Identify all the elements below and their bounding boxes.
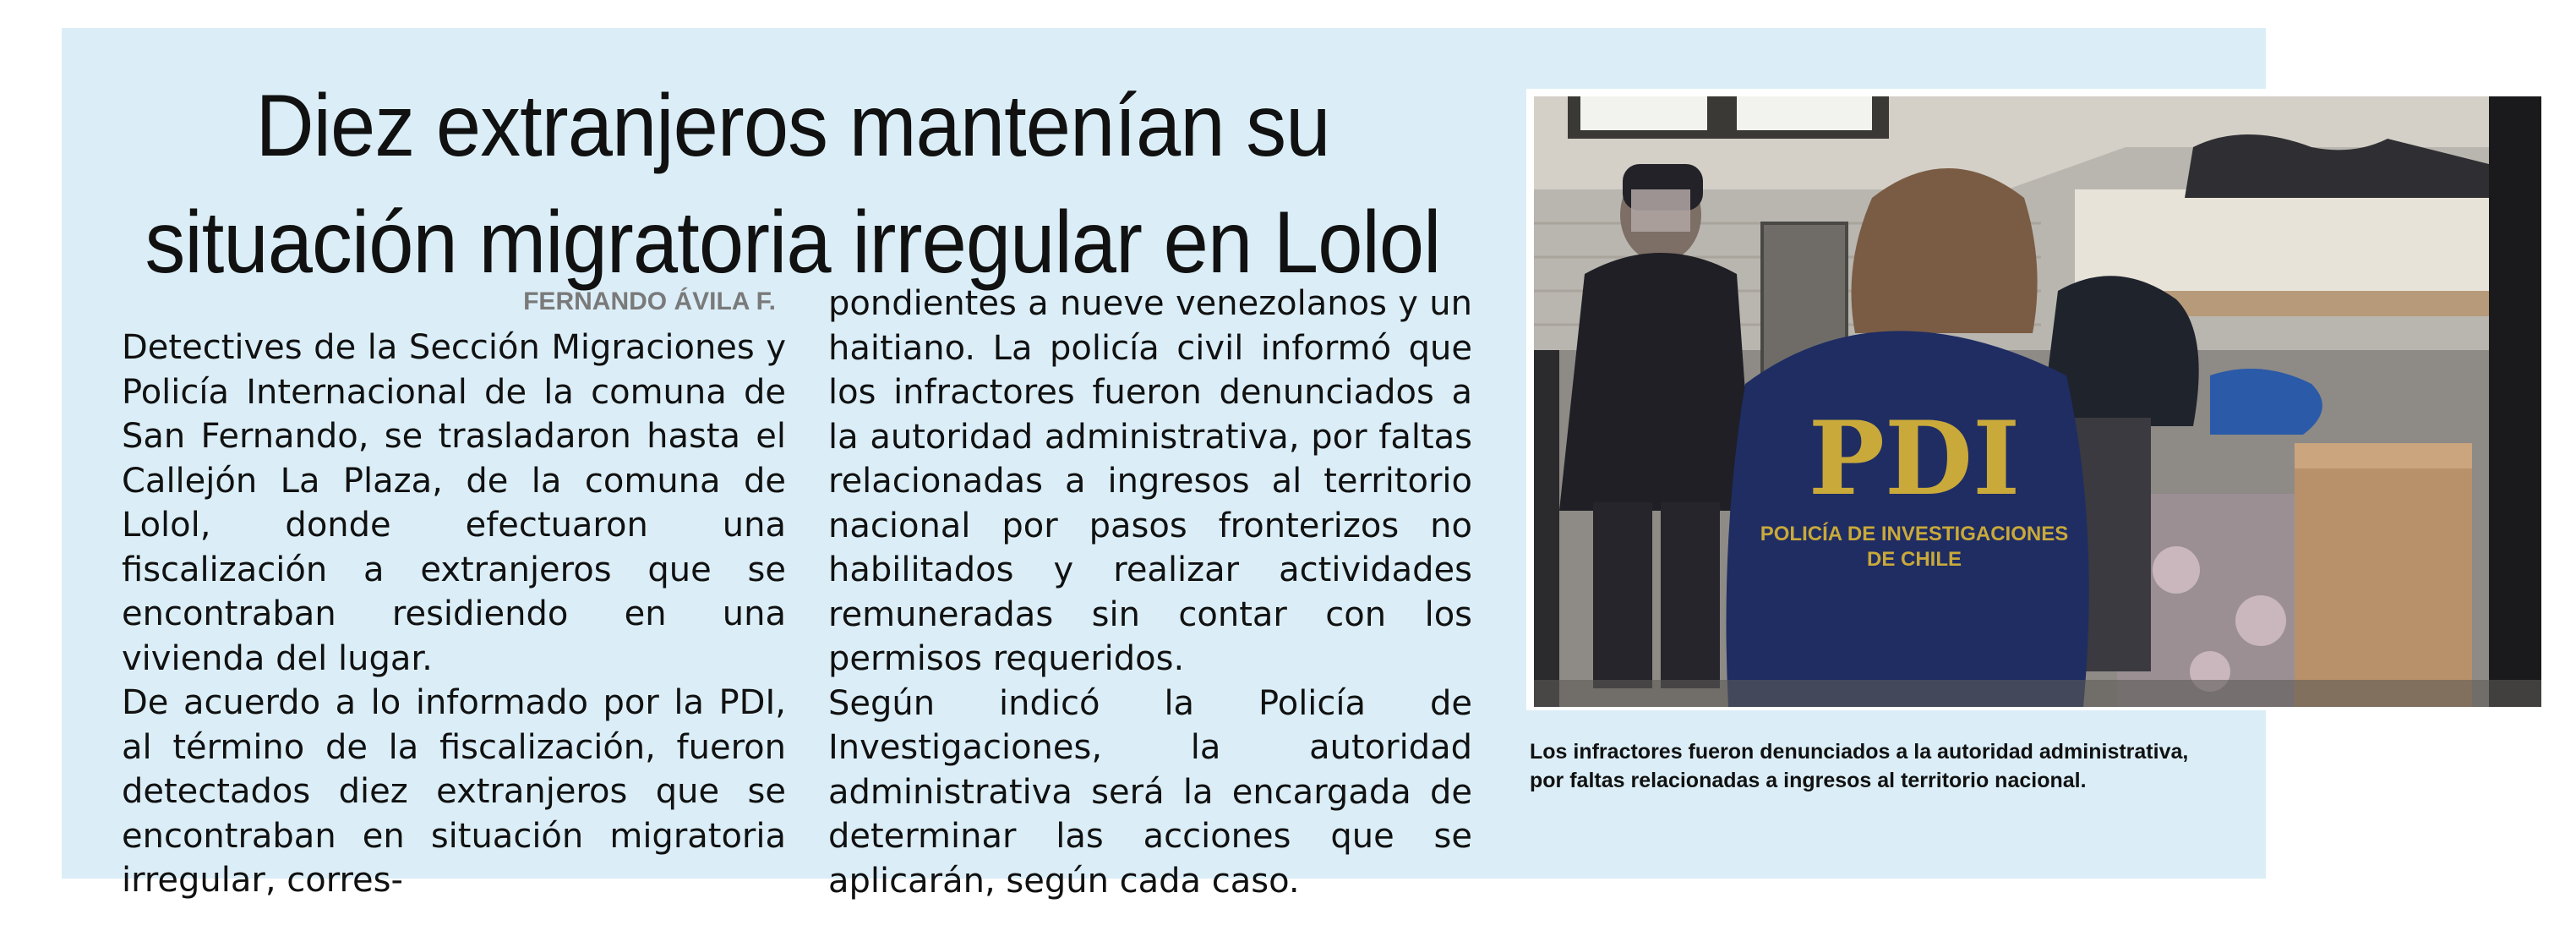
news-photo xyxy=(1534,96,2541,707)
photo-caption xyxy=(1530,737,2223,795)
paragraph: pondientes a nueve venezolanos y un haitiano. La policía civil informó que los infractores fueron denunciados a la autoridad administrativa, por faltas relacionadas a ingresos al territorio nacional por pasos fronterizos no habilitados y realizar actividades remuneradas sin contar con los permisos requeridos. xyxy=(828,284,1472,678)
paragraph: Según indicó la Policía de Investigaciones, la autoridad administrativa será la encargada de determinar las acciones que se aplicarán, según cada caso. xyxy=(828,683,1472,901)
jacket-logo-text: PDI xyxy=(1808,399,2021,518)
caption-line-2: por faltas relacionadas a ingresos al territorio nacional. xyxy=(1530,769,2087,792)
paragraph: Detectives de la Sección Migraciones y Policía Internacional de la comuna de San Fernando, se trasladaron hasta el Callejón La Plaza, de la comuna de Lolol, donde efectuaron una fiscalización a extranjeros que se encontraban residiendo en una vivienda del lugar. xyxy=(122,328,786,678)
paragraph: De acuerdo a lo informado por la PDI, al término de la fiscalización, fueron detectados diez extranjeros que se encontraban en situación migratoria irregular, corres- xyxy=(122,683,786,900)
photo-illustration xyxy=(1534,96,2541,707)
caption-line-1: Los infractores fueron denunciados a la autoridad administrativa, xyxy=(1530,740,2189,764)
headline xyxy=(120,68,1465,301)
headline-line-1: Diez extranjeros mantenían su xyxy=(255,77,1330,175)
jacket-subtext-line-2: DE CHILE xyxy=(1866,548,1962,571)
article-column-1 xyxy=(122,326,786,903)
pdi-jacket xyxy=(1727,331,2089,707)
jacket-subtext-line-1: POLICÍA DE INVESTIGACIONES xyxy=(1760,523,2069,545)
headline-line-2: situación migratoria irregular en Lolol xyxy=(145,194,1441,292)
byline: FERNANDO ÁVILA F. xyxy=(523,288,776,315)
article-column-2 xyxy=(828,282,1472,903)
